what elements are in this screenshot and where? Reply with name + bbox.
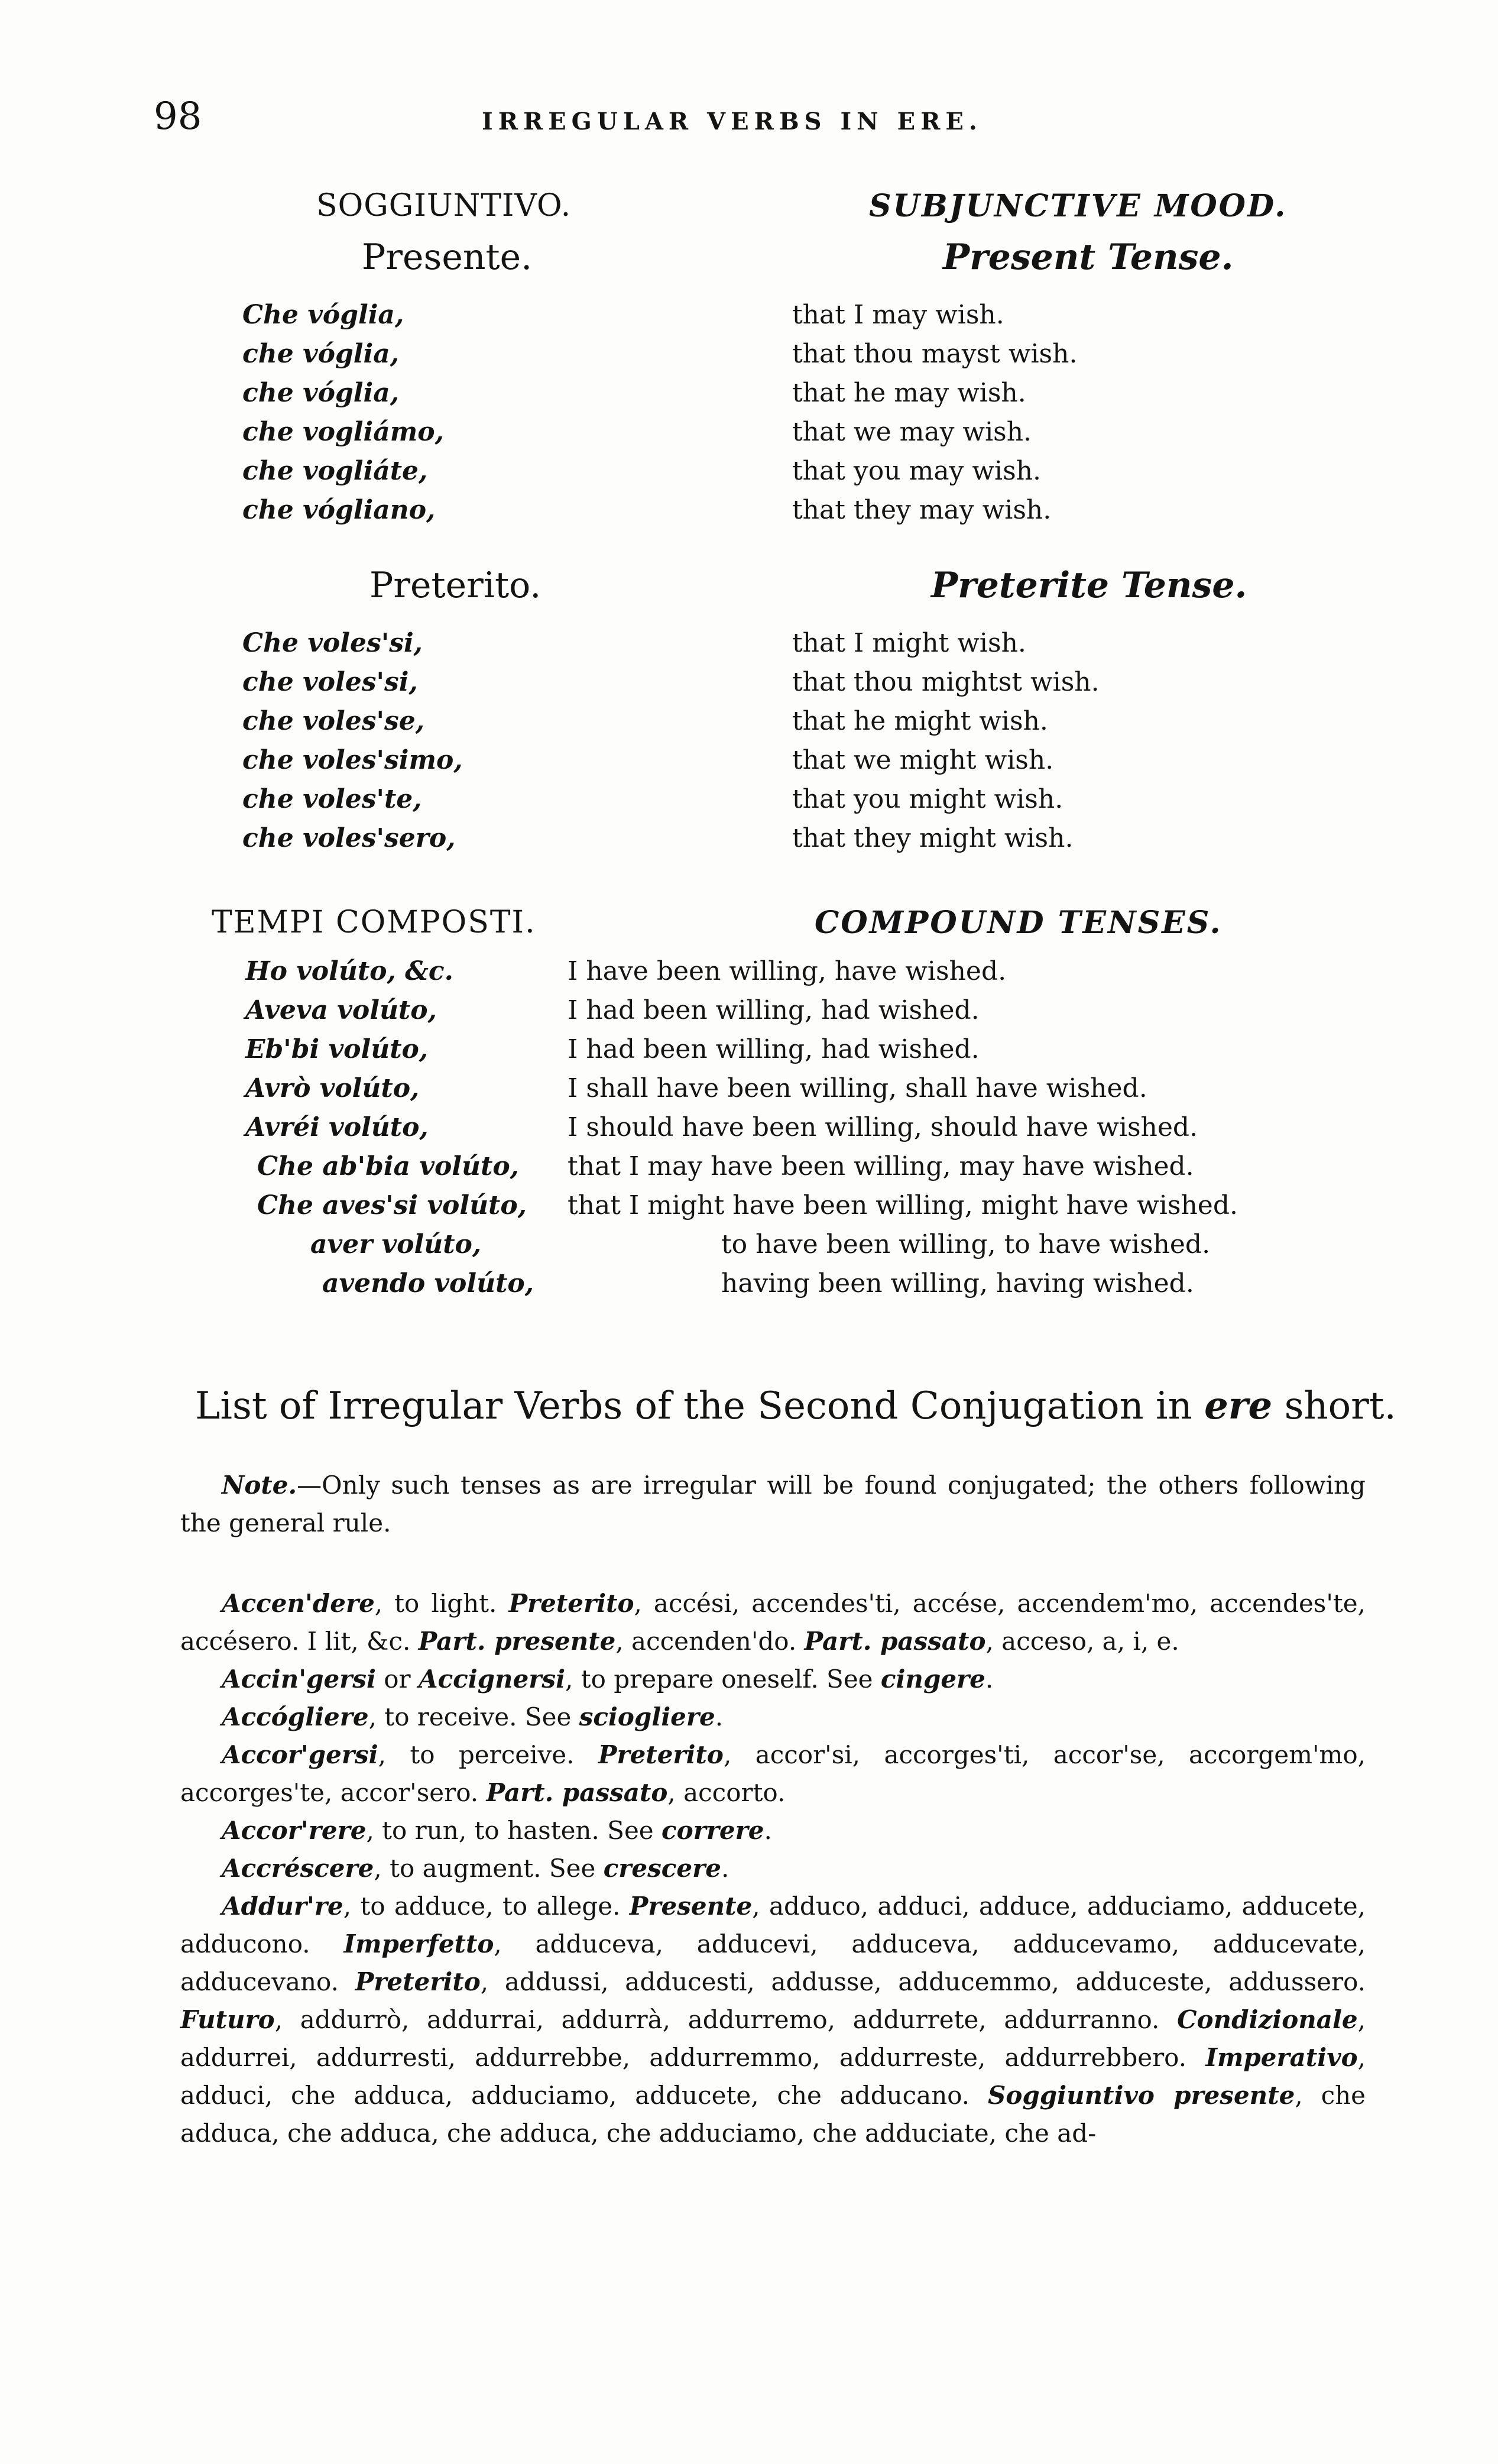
section-title-after: short. [1272, 1384, 1396, 1428]
form-line: avendo volúto, [322, 1268, 534, 1299]
translation-line: I had been willing, had wished. [568, 995, 980, 1025]
entry-text: , che adduca, che adduca, che adduca, che adduciamo, che adduciate, che ad- [180, 2081, 1366, 2148]
translation-line: to have been willing, to have wished. [721, 1229, 1211, 1259]
section-title-italic: ere [1204, 1384, 1273, 1428]
italic-term: Accógliere [222, 1702, 369, 1731]
form-line: che voles'sero, [242, 823, 456, 853]
italic-term: Accor'rere [222, 1816, 367, 1845]
entry-text: , adduci, che adduca, adduciamo, adducete, che adducano. [180, 2043, 1366, 2110]
note-label: Note. [222, 1471, 297, 1500]
italic-term: cingere [880, 1665, 985, 1694]
entry-text: . [721, 1854, 729, 1883]
form-line: Ho volúto, &c. [245, 956, 453, 986]
form-line: Aveva volúto, [245, 995, 437, 1025]
italian-present-forms [242, 296, 444, 530]
entry-text: , adduceva, adducevi, adduceva, adducevamo, adducevate, adducevano. [180, 1929, 1366, 1996]
translation-line: that I may wish. [792, 300, 1004, 330]
form-line: Avrò volúto, [245, 1073, 420, 1103]
form-line: che vogliáte, [242, 456, 428, 486]
form-line: che vóglia, [242, 339, 400, 369]
italic-term: Presente [629, 1892, 753, 1921]
italic-term: sciogliere [579, 1702, 715, 1731]
form-line: Eb'bi volúto, [245, 1034, 429, 1064]
english-compound-forms [568, 952, 1238, 1303]
form-line: che voles'simo, [242, 745, 463, 775]
entry-text: or [375, 1665, 419, 1694]
entry-text: . [715, 1702, 724, 1731]
english-present-forms [792, 296, 1077, 530]
verb-entry [180, 1887, 1366, 2152]
translation-line: I have been willing, have wished. [568, 956, 1007, 986]
italian-preterite-forms [242, 624, 463, 858]
form-line: che vogliámo, [242, 417, 444, 447]
italic-term: Accréscere [222, 1854, 374, 1883]
form-line: che voles'se, [242, 706, 425, 736]
translation-line: that you may wish. [792, 456, 1042, 486]
translation-line: that I might wish. [792, 628, 1026, 658]
entry-text: , to adduce, to allege. [343, 1892, 630, 1921]
italic-term: Part. passato [804, 1627, 986, 1656]
entry-text: , to receive. See [368, 1702, 579, 1731]
verb-entry [180, 1812, 1366, 1850]
italic-term: Accignersi [418, 1665, 566, 1694]
form-line: che vógliano, [242, 495, 436, 525]
english-present-label: Present Tense. [943, 237, 1234, 278]
translation-line: I had been willing, had wished. [568, 1034, 980, 1064]
translation-line: I shall have been willing, shall have wished. [568, 1073, 1147, 1103]
italian-mood-heading: SOGGIUNTIVO. [316, 188, 572, 224]
translation-line: I should have been willing, should have wished. [568, 1112, 1198, 1142]
translation-line: that he might wish. [792, 706, 1048, 736]
verb-entry [180, 1850, 1366, 1887]
english-mood-heading: SUBJUNCTIVE MOOD. [869, 188, 1288, 224]
entry-text: , accenden'do. [615, 1627, 805, 1656]
translation-line: that they might wish. [792, 823, 1074, 853]
verb-entries [180, 1585, 1366, 2152]
note-text: —Only such tenses as are irregular will be found conjugated; the others following the general rule. [180, 1471, 1366, 1537]
entry-text: , addurrò, addurrai, addurrà, addurremo, addurrete, addurranno. [274, 2005, 1178, 2034]
form-line: Che aves'si volúto, [257, 1190, 527, 1220]
italic-term: Accen'dere [222, 1589, 375, 1618]
italic-term: Addur're [222, 1892, 343, 1921]
entry-text: , to augment. See [374, 1854, 604, 1883]
translation-line: that we might wish. [792, 745, 1054, 775]
italic-term: crescere [603, 1854, 721, 1883]
entry-text: , addussi, adducesti, addusse, adducemmo, adduceste, addussero. [480, 1967, 1366, 1996]
section-title [195, 1384, 1396, 1428]
entry-text: . [985, 1665, 994, 1694]
form-line: che voles'si, [242, 667, 418, 697]
translation-line: that I may have been willing, may have wished. [568, 1151, 1194, 1181]
italic-term: Imperativo [1205, 2043, 1358, 2072]
translation-line: that thou mayst wish. [792, 339, 1078, 369]
italic-term: Preterito [508, 1589, 634, 1618]
italic-term: Preterito [598, 1740, 724, 1769]
section-title-before: List of Irregular Verbs of the Second Conjugation in [195, 1384, 1205, 1428]
entry-text: , to light. [374, 1589, 509, 1618]
verb-entry [180, 1698, 1366, 1736]
page-number: 98 [154, 95, 202, 138]
entry-text: , to run, to hasten. See [366, 1816, 662, 1845]
english-preterite-forms [792, 624, 1100, 858]
entry-text: , accorto. [667, 1778, 786, 1807]
form-line: che voles'te, [242, 784, 422, 814]
italic-term: Accor'gersi [222, 1740, 378, 1769]
note-paragraph [180, 1466, 1366, 1542]
form-line: Che vóglia, [242, 300, 404, 330]
entry-text: , accési, accendes'ti, accése, accendem'mo, accendes'te, accésero. I lit, &c. [180, 1589, 1366, 1656]
entry-text: , adduco, adduci, adduce, adduciamo, adducete, adducono. [180, 1892, 1366, 1958]
italic-term: Condizionale [1177, 2005, 1358, 2034]
translation-line: that I might have been willing, might have wished. [568, 1190, 1238, 1220]
verb-entry [180, 1585, 1366, 1660]
italic-term: correre [662, 1816, 764, 1845]
form-line: Avréi volúto, [245, 1112, 429, 1142]
translation-line: that we may wish. [792, 417, 1032, 447]
form-line: aver volúto, [310, 1229, 482, 1259]
italic-term: Part. presente [418, 1627, 616, 1656]
verb-entry [180, 1736, 1366, 1812]
italic-term: Preterito [355, 1967, 481, 1996]
italian-preterite-label: Preterito. [369, 565, 542, 606]
form-line: Che voles'si, [242, 628, 423, 658]
entry-text: , acceso, a, i, e. [985, 1627, 1179, 1656]
italic-term: Futuro [180, 2005, 275, 2034]
italian-compound-forms [245, 952, 534, 1303]
running-title: IRREGULAR VERBS IN ERE. [482, 108, 983, 135]
italic-term: Imperfetto [343, 1929, 494, 1958]
verb-entry [180, 1660, 1366, 1698]
translation-line: that thou mightst wish. [792, 667, 1100, 697]
entry-text: . [764, 1816, 772, 1845]
form-line: che vóglia, [242, 378, 400, 408]
form-line: Che ab'bia volúto, [257, 1151, 519, 1181]
italic-term: Soggiuntivo presente [988, 2081, 1295, 2110]
entry-text: , accor'si, accorges'ti, accor'se, accorgem'mo, accorges'te, accor'sero. [180, 1740, 1366, 1807]
english-compound-heading: COMPOUND TENSES. [815, 905, 1223, 941]
italic-term: Part. passato [486, 1778, 668, 1807]
entry-text: , to perceive. [378, 1740, 598, 1769]
english-preterite-label: Preterite Tense. [931, 565, 1247, 606]
italian-present-label: Presente. [362, 237, 533, 278]
translation-line: that he may wish. [792, 378, 1026, 408]
entry-text: , addurrei, addurresti, addurrebbe, addurremmo, addurreste, addurrebbero. [180, 2005, 1366, 2072]
translation-line: having been willing, having wished. [721, 1268, 1194, 1299]
translation-line: that they may wish. [792, 495, 1052, 525]
italian-compound-heading: TEMPI COMPOSTI. [212, 905, 536, 940]
italic-term: Accin'gersi [222, 1665, 376, 1694]
translation-line: that you might wish. [792, 784, 1063, 814]
entry-text: , to prepare oneself. See [565, 1665, 881, 1694]
